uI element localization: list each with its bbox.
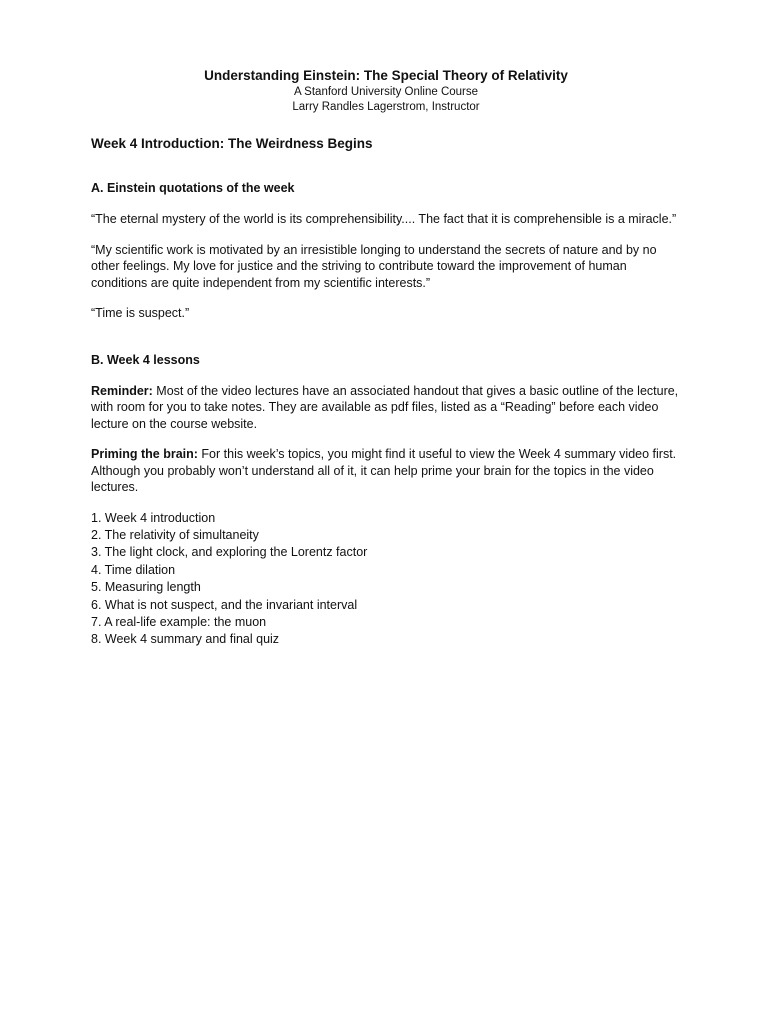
lesson-list [91,510,681,649]
lesson-item: 4. Time dilation [91,562,176,577]
lesson-item: 1. Week 4 introduction [91,510,216,525]
priming-label: Priming the brain: [91,447,198,461]
lesson-item: 6. What is not suspect, and the invariant interval [91,597,358,612]
lesson-item: 5. Measuring length [91,580,201,595]
document-title: Understanding Einstein: The Special Theory of Relativity [204,68,568,83]
quote-3: “Time is suspect.” [91,306,190,320]
lesson-item: 7. A real-life example: the muon [91,614,267,629]
lesson-item: 8. Week 4 summary and final quiz [91,632,280,647]
section-a-heading: A. Einstein quotations of the week [91,181,295,195]
instructor-line: Larry Randles Lagerstrom, Instructor [292,101,480,113]
section-b-heading: B. Week 4 lessons [91,352,200,367]
document-page [91,66,681,649]
reminder-paragraph [91,383,681,433]
document-header [91,66,681,115]
reminder-text: Most of the video lectures have an associated handout that gives a basic outline of the lecture, with room for you to take notes. They are available as pdf files, listed as a “Reading” before each video lecture on the course website. [91,383,679,431]
priming-text: For this week’s topics, you might find it useful to view the Week 4 summary video first. Although you probably won’t understand all of it, it can help prime your brain for the topics in the video lectures. [91,447,677,494]
reminder-label: Reminder: [91,383,153,398]
week-title: Week 4 Introduction: The Weirdness Begins [91,136,373,151]
section-quotations [91,180,681,322]
lesson-item: 2. The relativity of simultaneity [91,527,259,542]
section-lessons [91,352,681,649]
quote-1: “The eternal mystery of the world is its comprehensibility.... The fact that it is comprehensible is a miracle.” [91,212,677,226]
quote-2: “My scientific work is motivated by an irresistible longing to understand the secrets of nature and by no other feelings. My love for justice and the striving to contribute toward the improvement of human conditions are quite independent from my scientific interests.” [91,242,657,290]
priming-paragraph [91,446,681,496]
course-subtitle: A Stanford University Online Course [293,86,479,98]
lesson-item: 3. The light clock, and exploring the Lorentz factor [91,545,368,560]
